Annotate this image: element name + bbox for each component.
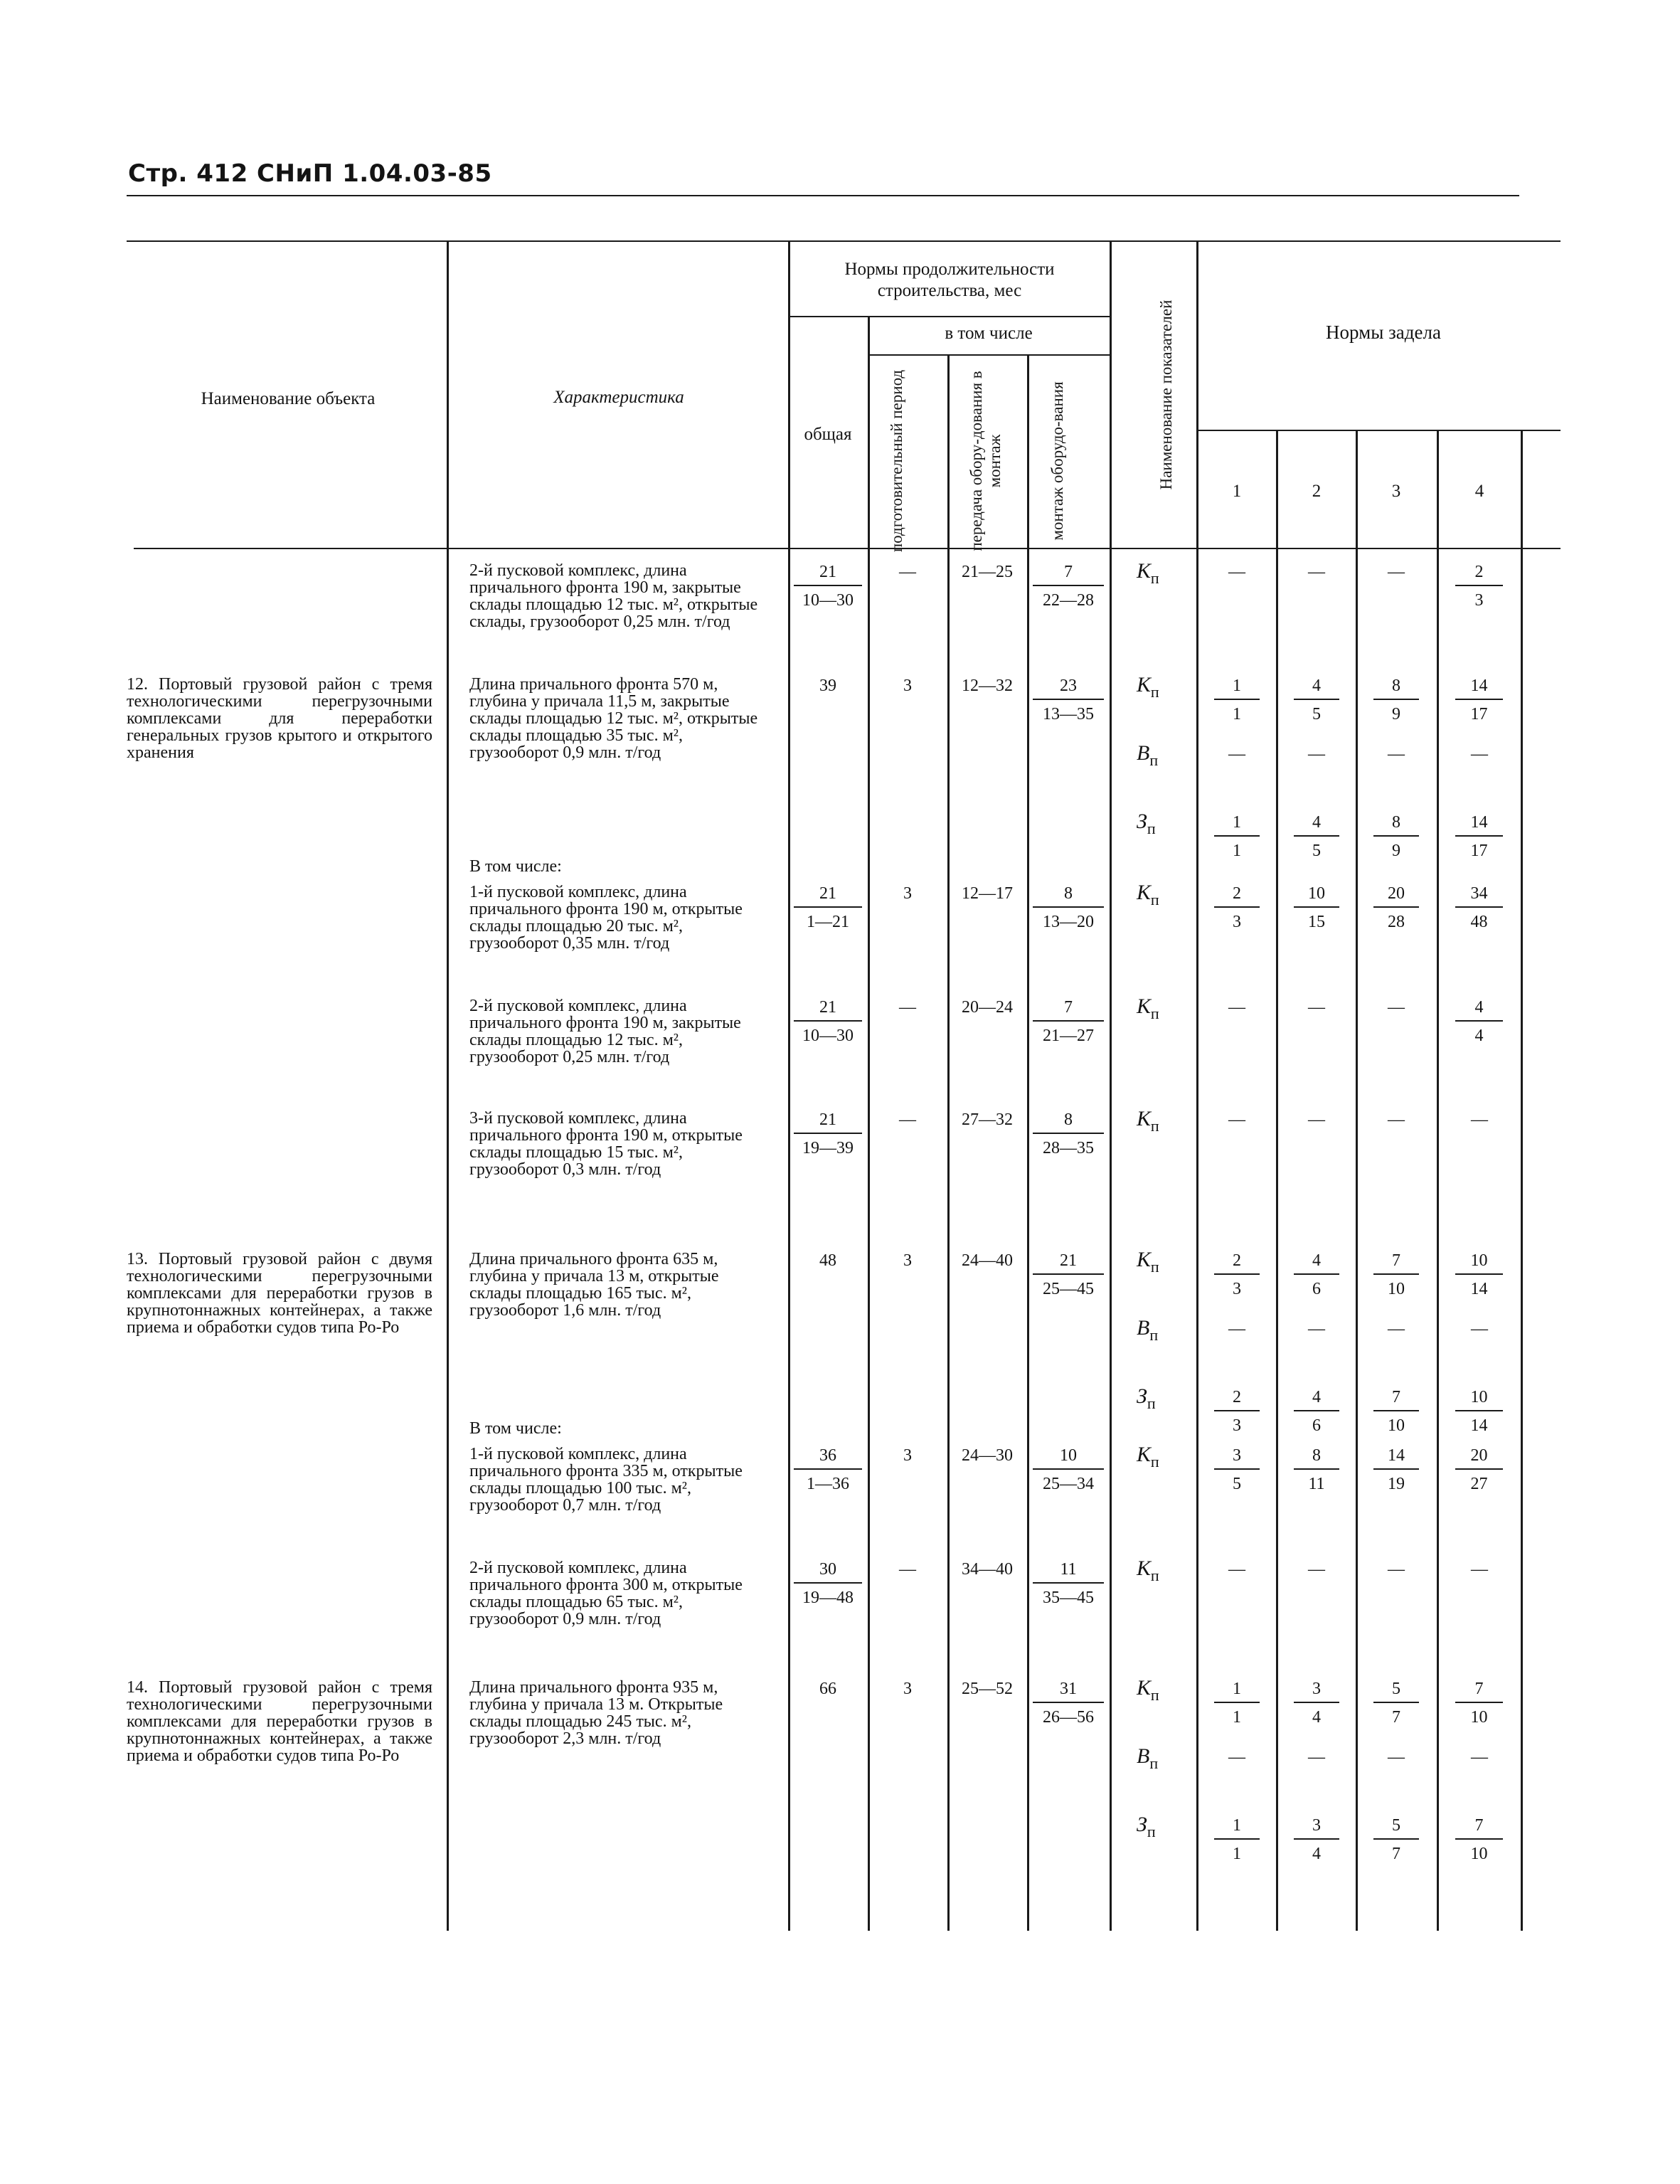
col-sep-indicator-backlog (1196, 242, 1198, 1931)
indicator-r13-2: $З_п$ (1137, 1384, 1156, 1412)
backlog-r14-2-q4 (1455, 1815, 1503, 1864)
indicator-r14-2: $З_п$ (1137, 1813, 1156, 1840)
total-r12c (794, 1110, 862, 1158)
backlog-r12a-0-q3-den: 28 (1388, 913, 1405, 931)
install-r13a-den: 25—34 (1043, 1475, 1094, 1493)
backlog-r12-1-q1: — (1228, 745, 1245, 763)
backlog-r14-2-q1-den: 1 (1233, 1845, 1241, 1863)
characteristic-r12c: 3-й пусковой комплекс, длина причального фронта 190 м, открытые склады площадью 15 тыс. м², грузооборот 0,3 млн. т/год (469, 1109, 743, 1179)
backlog-r13-0-q2-den: 6 (1312, 1280, 1321, 1298)
transfer-r12c: 27—32 (962, 1110, 1013, 1129)
backlog-r13a-0-q4-den: 27 (1470, 1475, 1488, 1493)
prep-r13a: 3 (903, 1446, 912, 1465)
install-r12b-num: 7 (1033, 997, 1104, 1022)
install-r13a-num: 10 (1033, 1446, 1104, 1470)
indicator-r12c-0: $К_п$ (1137, 1107, 1159, 1135)
header-object-name: Наименование объекта (201, 389, 376, 408)
backlog-r14-2-q1 (1214, 1815, 1260, 1864)
prep-r12b: — (899, 998, 916, 1017)
backlog-r13-0-q3-den: 10 (1388, 1280, 1405, 1298)
backlog-r13-2-q3-den: 10 (1388, 1416, 1405, 1435)
install-r12a-num: 8 (1033, 884, 1104, 908)
backlog-r13-2-q2 (1294, 1387, 1339, 1436)
prep-r0: — (899, 563, 916, 581)
backlog-r12b-0-q4 (1455, 997, 1503, 1046)
backlog-r12a-0-q4 (1455, 884, 1503, 932)
total-r13b (794, 1559, 862, 1608)
col-sep-transfer-install (1027, 356, 1029, 1931)
prep-r12c: — (899, 1110, 916, 1129)
indicator-sub-r14-0: п (1150, 1686, 1159, 1704)
characteristic-r13a: 1-й пусковой комплекс, длина причального фронта 335 м, открытые склады площадью 100 тыс. м², грузооборот 0,7 млн. т/год (469, 1445, 743, 1515)
backlog-r12c-0-q1: — (1228, 1110, 1245, 1129)
characteristic-r14: Длина причального фронта 935 м, глубина у причала 13 м. Открытые склады площадью 245 тыс. м², грузооборот 2,3 млн. т/год (469, 1678, 723, 1748)
header-total: общая (804, 425, 852, 444)
indicator-r12a-0: $К_п$ (1137, 881, 1159, 908)
backlog-r13-0-q4-den: 14 (1470, 1280, 1488, 1298)
indicator-r12-2: $З_п$ (1137, 810, 1156, 837)
col-sep-q2-q3 (1356, 431, 1358, 1931)
indicator-sub-r12-2: п (1147, 820, 1156, 837)
backlog-r12a-0-q2 (1294, 884, 1339, 932)
backlog-r13a-0-q1-den: 5 (1233, 1475, 1241, 1493)
backlog-r12b-0-q4-num: 4 (1455, 997, 1503, 1022)
prep-r12a: 3 (903, 884, 912, 903)
header-q3: 3 (1391, 482, 1401, 501)
backlog-r12a-0-q4-den: 48 (1470, 913, 1488, 931)
backlog-r13-0-q1 (1214, 1251, 1260, 1299)
total-r12b-num: 21 (794, 997, 862, 1022)
indicator-r13-0: $К_п$ (1137, 1248, 1159, 1276)
backlog-r13-2-q3-num: 7 (1373, 1387, 1419, 1411)
backlog-r12a-0-q4-num: 34 (1455, 884, 1503, 908)
backlog-r12-2-q3 (1373, 812, 1419, 861)
indicator-sub-r12-1: п (1149, 751, 1159, 769)
prep-r14: 3 (903, 1680, 912, 1698)
backlog-r14-2-q1-num: 1 (1214, 1815, 1260, 1840)
install-r12a (1033, 884, 1104, 932)
backlog-r12a-0-q2-num: 10 (1294, 884, 1339, 908)
header-install: монтаж оборудо-вания (1048, 381, 1066, 541)
header-backlog: Нормы задела (1326, 322, 1441, 343)
indicator-sub-r13a-0: п (1150, 1453, 1159, 1470)
install-r13-den: 25—45 (1043, 1280, 1094, 1298)
backlog-r13-0-q3-num: 7 (1373, 1251, 1419, 1275)
backlog-r12-0-q4-den: 17 (1470, 705, 1488, 723)
backlog-r12-2-q1 (1214, 812, 1260, 861)
backlog-r14-0-q2-num: 3 (1294, 1679, 1339, 1703)
total-r0 (794, 562, 862, 610)
total-r14: 66 (819, 1680, 836, 1698)
install-r13b-den: 35—45 (1043, 1589, 1094, 1607)
indicator-sub-r14-2: п (1147, 1823, 1156, 1840)
subtotal-label-r13a: В том числе: (469, 1419, 562, 1438)
transfer-r12b: 20—24 (962, 998, 1013, 1017)
indicator-sub-r13-1: п (1149, 1326, 1159, 1344)
indicator-r12b-0: $К_п$ (1137, 995, 1159, 1022)
indicator-r13b-0: $К_п$ (1137, 1557, 1159, 1584)
norms-subrule (790, 316, 1110, 317)
header-prep-period: подготовительный период (888, 369, 905, 553)
header-q2: 2 (1312, 482, 1322, 501)
backlog-r13-2-q4-num: 10 (1455, 1387, 1503, 1411)
header-including: в том числе (945, 324, 1033, 343)
backlog-r14-2-q3-den: 7 (1392, 1845, 1400, 1863)
backlog-r12-0-q3-num: 8 (1373, 676, 1419, 700)
transfer-r13a: 24—30 (962, 1446, 1013, 1465)
indicator-r12-1: $В_п$ (1137, 741, 1159, 769)
install-r0-den: 22—28 (1043, 591, 1094, 610)
install-r12b-den: 21—27 (1043, 1027, 1094, 1045)
backlog-r12-0-q1 (1214, 676, 1260, 724)
backlog-r13b-0-q2: — (1308, 1560, 1325, 1579)
indicator-r13a-0: $К_п$ (1137, 1443, 1159, 1470)
backlog-r12-2-q4 (1455, 812, 1503, 861)
install-r13-num: 21 (1033, 1251, 1104, 1275)
backlog-r12-2-q3-den: 9 (1392, 842, 1400, 860)
backlog-r13-0-q1-num: 2 (1214, 1251, 1260, 1275)
backlog-r12-0-q3 (1373, 676, 1419, 724)
page-title: Стр. 412 СНиП 1.04.03-85 (128, 159, 492, 188)
backlog-r12-1-q3: — (1388, 745, 1405, 763)
backlog-r13-2-q1-den: 3 (1233, 1416, 1241, 1435)
backlog-r13a-0-q1-num: 3 (1214, 1446, 1260, 1470)
total-r0-den: 10—30 (802, 591, 854, 610)
backlog-r13-2-q4-den: 14 (1470, 1416, 1488, 1435)
indicator-r14-1: $В_п$ (1137, 1744, 1159, 1772)
backlog-r13a-0-q4-num: 20 (1455, 1446, 1503, 1470)
backlog-r14-0-q2-den: 4 (1312, 1708, 1321, 1727)
backlog-r12a-0-q3 (1373, 884, 1419, 932)
backlog-r14-0-q1-num: 1 (1214, 1679, 1260, 1703)
install-r0-num: 7 (1033, 562, 1104, 586)
total-r13a-den: 1—36 (807, 1475, 849, 1493)
install-r13 (1033, 1251, 1104, 1299)
backlog-r12-2-q4-den: 17 (1470, 842, 1488, 860)
indicator-sub-r14-1: п (1149, 1754, 1159, 1772)
backlog-r12-1-q4: — (1471, 745, 1488, 763)
backlog-r12c-0-q2: — (1308, 1110, 1325, 1129)
prep-r13: 3 (903, 1251, 912, 1270)
indicator-sub-r12-0: п (1150, 683, 1159, 701)
backlog-r14-0-q3 (1373, 1679, 1419, 1727)
col-sep-char-total (788, 242, 790, 1931)
install-r12 (1033, 676, 1104, 724)
backlog-r14-2-q4-den: 10 (1470, 1845, 1488, 1863)
backlog-r14-2-q3 (1373, 1815, 1419, 1864)
total-r12a-den: 1—21 (807, 913, 849, 931)
backlog-r13-2-q2-num: 4 (1294, 1387, 1339, 1411)
backlog-r14-1-q3: — (1388, 1748, 1405, 1766)
backlog-r0-0-q4-den: 3 (1474, 591, 1484, 610)
backlog-r13-2-q1-num: 2 (1214, 1387, 1260, 1411)
header-bottom-rule (134, 548, 1561, 549)
backlog-r12-2-q1-den: 1 (1233, 842, 1241, 860)
backlog-r0-0-q4 (1455, 562, 1503, 610)
backlog-r13-0-q2-num: 4 (1294, 1251, 1339, 1275)
backlog-r13b-0-q3: — (1388, 1560, 1405, 1579)
install-r12c-den: 28—35 (1043, 1139, 1094, 1157)
install-r12c (1033, 1110, 1104, 1158)
total-r12: 39 (819, 677, 836, 695)
table-top-rule (127, 240, 1561, 242)
backlog-r14-0-q3-den: 7 (1392, 1708, 1400, 1727)
characteristic-r13: Длина причального фронта 635 м, глубина у причала 13 м, открытые склады площадью 165 тыс. м², грузооборот 1,6 млн. т/год (469, 1250, 719, 1320)
characteristic-r12a: 1-й пусковой комплекс, длина причального фронта 190 м, открытые склады площадью 20 тыс. м², грузооборот 0,35 млн. т/год (469, 883, 743, 953)
header-q4: 4 (1474, 482, 1484, 501)
total-r13a-num: 36 (794, 1446, 862, 1470)
backlog-r12b-0-q3: — (1388, 998, 1405, 1017)
backlog-r12-2-q2-den: 5 (1312, 842, 1321, 860)
characteristic-r12: Длина причального фронта 570 м, глубина у причала 11,5 м, закрытые склады площадью 12 тыс. м², открытые склады площадью 35 тыс. м², грузооборот 0,9 млн. т/год (469, 675, 758, 762)
total-r12c-num: 21 (794, 1110, 862, 1134)
install-r12a-den: 13—20 (1043, 913, 1094, 931)
backlog-r13-1-q1: — (1228, 1320, 1245, 1338)
backlog-r14-2-q4-num: 7 (1455, 1815, 1503, 1840)
backlog-r13-0-q1-den: 3 (1233, 1280, 1241, 1298)
total-r12c-den: 19—39 (802, 1139, 854, 1157)
backlog-r14-2-q2-den: 4 (1312, 1845, 1321, 1863)
total-r12b (794, 997, 862, 1046)
backlog-r14-0-q4 (1455, 1679, 1503, 1727)
backlog-r12b-0-q2: — (1308, 998, 1325, 1017)
indicator-r0-0: $К_п$ (1137, 559, 1159, 587)
backlog-r13a-0-q2-den: 11 (1308, 1475, 1325, 1493)
indicator-sub-r0-0: п (1150, 569, 1159, 587)
title-rule (127, 195, 1519, 196)
backlog-r12-2-q2 (1294, 812, 1339, 861)
backlog-r12b-0-q4-den: 4 (1474, 1027, 1484, 1045)
backlog-r12-0-q2-den: 5 (1312, 705, 1321, 723)
total-r12b-den: 10—30 (802, 1027, 854, 1045)
install-r12c-num: 8 (1033, 1110, 1104, 1134)
backlog-r12-0-q4 (1455, 676, 1503, 724)
backlog-r14-1-q2: — (1308, 1748, 1325, 1766)
backlog-r12-0-q1-den: 1 (1233, 705, 1241, 723)
indicator-sub-r12b-0: п (1150, 1004, 1159, 1022)
col-sep-q3-q4 (1437, 431, 1439, 1931)
col-sep-prep-transfer (947, 356, 950, 1931)
backlog-r14-0-q1-den: 1 (1233, 1708, 1241, 1727)
backlog-r13-1-q3: — (1388, 1320, 1405, 1338)
backlog-r13a-0-q3 (1373, 1446, 1419, 1494)
backlog-r12a-0-q1-num: 2 (1214, 884, 1260, 908)
transfer-r13: 24—40 (962, 1251, 1013, 1270)
header-indicator: Наименование показателей (1157, 299, 1175, 490)
install-r12b (1033, 997, 1104, 1046)
install-r13b (1033, 1559, 1104, 1608)
backlog-r12-0-q3-den: 9 (1392, 705, 1400, 723)
backlog-r13-0-q4-num: 10 (1455, 1251, 1503, 1275)
backlog-r14-0-q4-num: 7 (1455, 1679, 1503, 1703)
backlog-subrule (1198, 430, 1561, 431)
install-r12-num: 23 (1033, 676, 1104, 700)
total-r13: 48 (819, 1251, 836, 1270)
backlog-r13-1-q4: — (1471, 1320, 1488, 1338)
backlog-r13b-0-q1: — (1228, 1560, 1245, 1579)
total-r13b-den: 19—48 (802, 1589, 854, 1607)
backlog-r13-2-q2-den: 6 (1312, 1416, 1321, 1435)
total-r12a-num: 21 (794, 884, 862, 908)
including-subrule (869, 354, 1110, 356)
backlog-r14-1-q1: — (1228, 1748, 1245, 1766)
backlog-r12-2-q2-num: 4 (1294, 812, 1339, 837)
total-r12a (794, 884, 862, 932)
backlog-r14-0-q2 (1294, 1679, 1339, 1727)
header-norms-duration: Нормы продолжительности строительства, мес (844, 260, 1055, 300)
header-characteristic: Характеристика (553, 388, 684, 407)
header-q1: 1 (1232, 482, 1242, 501)
backlog-r12c-0-q4: — (1471, 1110, 1488, 1129)
backlog-r12-2-q1-num: 1 (1214, 812, 1260, 837)
col-sep-total-prep (868, 317, 870, 1931)
backlog-r12c-0-q3: — (1388, 1110, 1405, 1129)
prep-r13b: — (899, 1560, 916, 1579)
indicator-sub-r12a-0: п (1150, 891, 1159, 908)
install-r12-den: 13—35 (1043, 705, 1094, 723)
header-transfer: передача обору-дования в монтаж (967, 371, 1004, 551)
backlog-r0-0-q2: — (1308, 563, 1325, 581)
backlog-r12-0-q1-num: 1 (1214, 676, 1260, 700)
backlog-r12-1-q2: — (1308, 745, 1325, 763)
backlog-r12-2-q3-num: 8 (1373, 812, 1419, 837)
subtotal-label-r12a: В том числе: (469, 857, 562, 876)
transfer-r14: 25—52 (962, 1680, 1013, 1698)
backlog-r12a-0-q2-den: 15 (1308, 913, 1325, 931)
col-sep-q1-q2 (1276, 431, 1278, 1931)
install-r0 (1033, 562, 1104, 610)
object-name-r14: 14. Портовый грузовой район с тремя технологическими перегрузочными комплексами для переработки грузов в крупнотоннажных контейнерах, а также приема и обработки судов типа Ро-Ро (127, 1678, 432, 1765)
backlog-r12b-0-q1: — (1228, 998, 1245, 1017)
backlog-r12-2-q4-num: 14 (1455, 812, 1503, 837)
object-name-r13: 13. Портовый грузовой район с двумя технологическими перегрузочными комплексами для переработки грузов в крупнотоннажных контейнерах, а также приема и обработки судов типа Ро-Ро (127, 1250, 432, 1337)
indicator-r12-0: $К_п$ (1137, 673, 1159, 701)
backlog-r13a-0-q3-num: 14 (1373, 1446, 1419, 1470)
col-sep-name-char (447, 242, 449, 1931)
backlog-r13a-0-q2-num: 8 (1294, 1446, 1339, 1470)
prep-r12: 3 (903, 677, 912, 695)
backlog-r13-2-q3 (1373, 1387, 1419, 1436)
indicator-sub-r13b-0: п (1150, 1567, 1159, 1584)
col-sep-install-indicator (1110, 242, 1112, 1931)
indicator-r14-0: $К_п$ (1137, 1676, 1159, 1704)
object-name-r12: 12. Портовый грузовой район с тремя технологическими перегрузочными комплексами для переработки генеральных грузов крытого и открытого хранения (127, 675, 432, 762)
backlog-r14-0-q4-den: 10 (1470, 1708, 1488, 1727)
transfer-r13b: 34—40 (962, 1560, 1013, 1579)
backlog-r13a-0-q1 (1214, 1446, 1260, 1494)
install-r14 (1033, 1679, 1104, 1727)
col-sep-q4-end (1521, 431, 1523, 1931)
indicator-sub-r13-0: п (1150, 1258, 1159, 1276)
backlog-r12a-0-q1-den: 3 (1233, 913, 1241, 931)
backlog-r14-2-q2-num: 3 (1294, 1815, 1339, 1840)
backlog-r12-0-q2 (1294, 676, 1339, 724)
backlog-r14-2-q2 (1294, 1815, 1339, 1864)
transfer-r12: 12—32 (962, 677, 1013, 695)
transfer-r0: 21—25 (962, 563, 1013, 581)
backlog-r14-0-q1 (1214, 1679, 1260, 1727)
characteristic-r13b: 2-й пусковой комплекс, длина причального фронта 300 м, открытые склады площадью 65 тыс. м², грузооборот 0,9 млн. т/год (469, 1559, 743, 1628)
indicator-sub-r12c-0: п (1150, 1117, 1159, 1135)
backlog-r13a-0-q2 (1294, 1446, 1339, 1494)
backlog-r12a-0-q1 (1214, 884, 1260, 932)
install-r14-den: 26—56 (1043, 1708, 1094, 1727)
characteristic-r0: 2-й пусковой комплекс, длина причального фронта 190 м, закрытые склады площадью 12 тыс. м², открытые склады, грузооборот 0,25 млн. т/год (469, 561, 758, 631)
backlog-r13-0-q2 (1294, 1251, 1339, 1299)
backlog-r0-0-q4-num: 2 (1455, 562, 1503, 586)
backlog-r0-0-q1: — (1228, 563, 1245, 581)
backlog-r13-0-q4 (1455, 1251, 1503, 1299)
total-r13b-num: 30 (794, 1559, 862, 1584)
backlog-r13a-0-q3-den: 19 (1388, 1475, 1405, 1493)
backlog-r13-2-q1 (1214, 1387, 1260, 1436)
backlog-r12-0-q2-num: 4 (1294, 676, 1339, 700)
backlog-r14-0-q3-num: 5 (1373, 1679, 1419, 1703)
backlog-r13-2-q4 (1455, 1387, 1503, 1436)
backlog-r14-2-q3-num: 5 (1373, 1815, 1419, 1840)
install-r14-num: 31 (1033, 1679, 1104, 1703)
install-r13a (1033, 1446, 1104, 1494)
backlog-r14-1-q4: — (1471, 1748, 1488, 1766)
characteristic-r12b: 2-й пусковой комплекс, длина причального фронта 190 м, закрытые склады площадью 12 тыс. м², грузооборот 0,25 млн. т/год (469, 997, 741, 1066)
indicator-r13-1: $В_п$ (1137, 1316, 1159, 1344)
backlog-r12a-0-q3-num: 20 (1373, 884, 1419, 908)
transfer-r12a: 12—17 (962, 884, 1013, 903)
backlog-r13a-0-q4 (1455, 1446, 1503, 1494)
install-r13b-num: 11 (1033, 1559, 1104, 1584)
backlog-r12-0-q4-num: 14 (1455, 676, 1503, 700)
total-r13a (794, 1446, 862, 1494)
indicator-sub-r13-2: п (1147, 1394, 1156, 1412)
backlog-r13-0-q3 (1373, 1251, 1419, 1299)
backlog-r13b-0-q4: — (1471, 1560, 1488, 1579)
total-r0-num: 21 (794, 562, 862, 586)
backlog-r13-1-q2: — (1308, 1320, 1325, 1338)
backlog-r0-0-q3: — (1388, 563, 1405, 581)
